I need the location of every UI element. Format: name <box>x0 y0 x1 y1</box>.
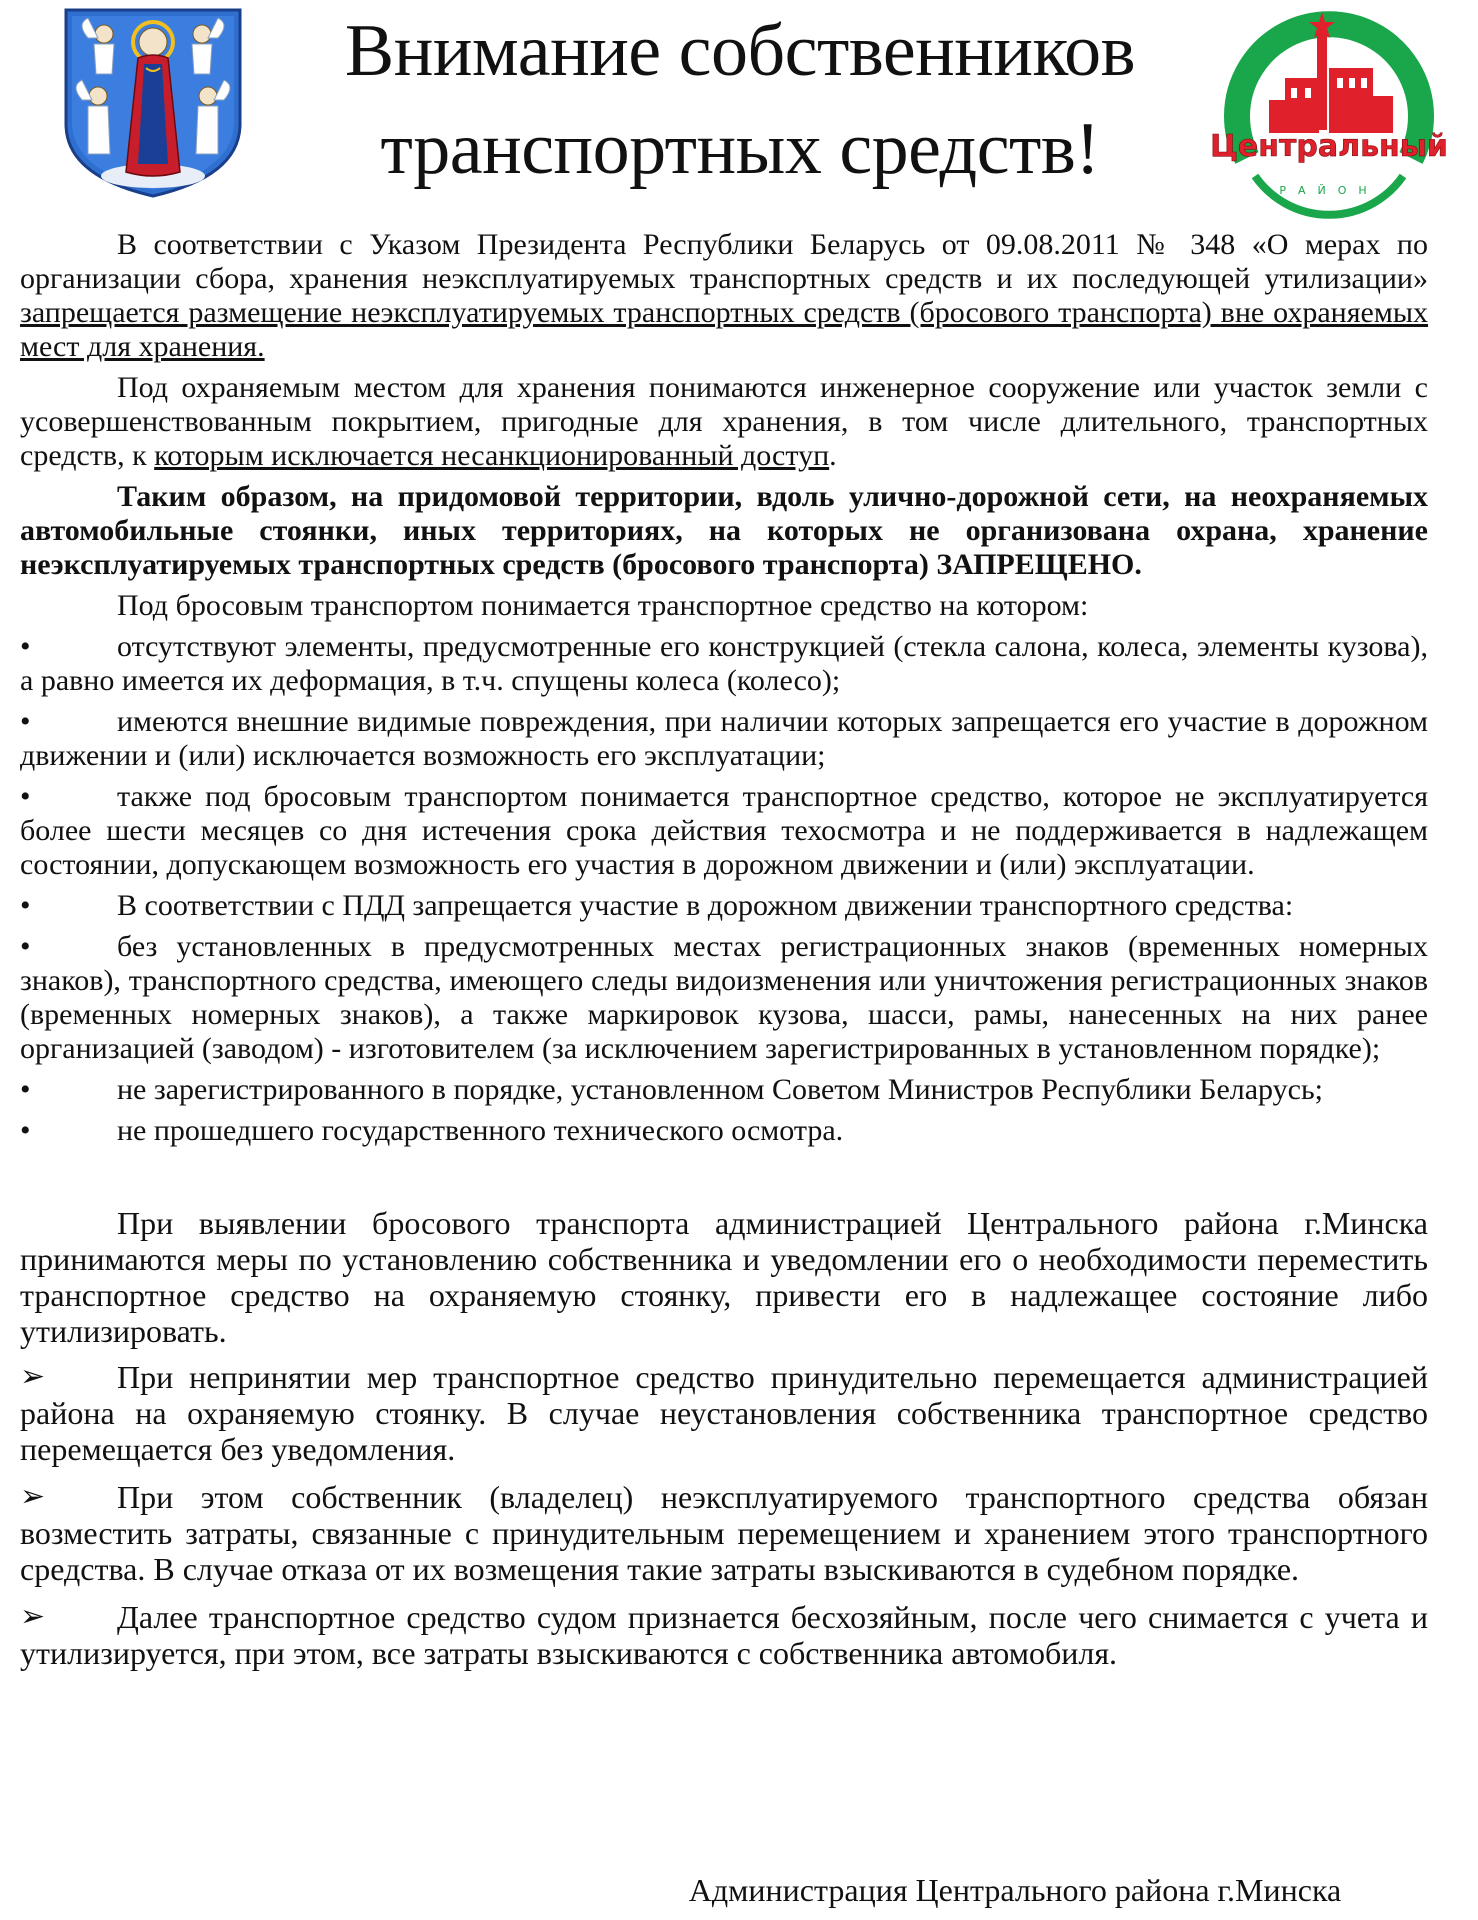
list-item-text: не зарегистрированного в порядке, установленном Советом Министров Республики Беларусь; <box>117 1073 1323 1106</box>
bullet-marker: • <box>20 930 31 963</box>
intro-paragraph-1 <box>20 228 1428 364</box>
bullet-marker: • <box>20 780 31 813</box>
list-item <box>20 889 1428 923</box>
coat-of-arms-icon <box>58 4 248 200</box>
list-item-text: В соответствии с ПДД запрещается участие в дорожном движении транспортного средства: <box>117 889 1294 922</box>
procedure-step <box>20 1599 1428 1671</box>
bullet-marker: • <box>20 889 31 922</box>
intro-p2-text: Под охраняемым местом для хранения понимаются инженерное сооружение или участок земли с усовершенствованным покрытием, пригодные для хранения, в том числе длительного, транспортных средств, к <box>20 371 1428 472</box>
list-item-text: не прошедшего государственного технического осмотра. <box>117 1114 844 1147</box>
list-item <box>20 780 1428 882</box>
list-item <box>20 930 1428 1066</box>
list-item <box>20 630 1428 698</box>
list-item-text: имеются внешние видимые повреждения, при наличии которых запрещается его участие в дорожном движении и (или) исключается возможность его эксплуатации; <box>20 705 1428 772</box>
logo-subtitle: РАЙОН <box>1279 184 1379 197</box>
list-item <box>20 705 1428 773</box>
list-item <box>20 1073 1428 1107</box>
intro-p2-underlined: которым исключается несанкционированный доступ <box>154 439 830 472</box>
logo-title: Центральный <box>1210 129 1448 164</box>
arrow-icon: ➢ <box>20 1479 46 1514</box>
title-line-1: Внимание собственников <box>344 10 1136 92</box>
list-item-text: также под бросовым транспортом понимается транспортное средство, которое не эксплуатируется более шести месяцев со дня истечения срока действия техосмотра и не поддерживается в надлежащем состоянии, допускающем возможность его участия в дорожном движении и (или) эксплуатации. <box>20 780 1428 881</box>
definition-paragraph: Под бросовым транспортом понимается транспортное средство на котором: <box>117 589 1089 622</box>
procedure-step-text: При этом собственник (владелец) неэксплуатируемого транспортного средства обязан возместить затраты, связанные с принудительным перемещением и хранением этого транспортного средства. В случае отказа от их возмещения такие затраты взыскиваются в судебном порядке. <box>20 1479 1428 1587</box>
central-district-logo <box>1210 8 1448 206</box>
intro-p1-underlined: запрещается размещение неэксплуатируемых транспортных средств (бросового транспорта) вне охраняемых мест для хранения. <box>20 296 1428 363</box>
procedure-step-text: Далее транспортное средство судом признается бесхозяйным, после чего снимается с учета и утилизируется, при этом, все затраты взыскиваются с собственника автомобиля. <box>20 1599 1428 1671</box>
list-item-text: отсутствуют элементы, предусмотренные его конструкцией (стекла салона, колеса, элементы кузова), а равно имеется их деформация, в т.ч. спущены колеса (колесо); <box>20 630 1428 697</box>
bullet-marker: • <box>20 1073 31 1106</box>
intro-p2-end: . <box>829 439 837 472</box>
header <box>0 0 1478 215</box>
bullet-marker: • <box>20 1114 31 1147</box>
spacer <box>20 1155 1428 1205</box>
bullet-marker: • <box>20 630 31 663</box>
intro-p1-text: В соответствии с Указом Президента Республики Беларусь от 09.08.2011 № 348 «О мерах по организации сбора, хранения неэксплуатируемых транспортных средств и их последующей утилизации» <box>20 228 1428 295</box>
title-line-2: транспортных средств! <box>380 108 1100 190</box>
procedure-step-text: При непринятии мер транспортное средство принудительно перемещается администрацией района на охраняемую стоянку. В случае неустановления собственника транспортное средство перемещается без уведомления. <box>20 1359 1428 1467</box>
prohibition-paragraph: Таким образом, на придомовой территории, вдоль улично-дорожной сети, на неохраняемых автомобильные стоянки, иных территориях, на которых не организована охрана, хранение неэксплуатируемых транспортных средств (бросового транспорта) ЗАПРЕЩЕНО. <box>20 480 1428 581</box>
bullet-marker: • <box>20 705 31 738</box>
intro-paragraph-2 <box>20 371 1428 473</box>
arrow-icon: ➢ <box>20 1359 46 1394</box>
notice-body <box>20 228 1428 1683</box>
arrow-icon: ➢ <box>20 1599 46 1634</box>
list-item <box>20 1114 1428 1148</box>
list-item-text: без установленных в предусмотренных местах регистрационных знаков (временных номерных знаков), транспортного средства, имеющего следы видоизменения или уничтожения регистрационных знаков (временных номерных знаков), а также маркировок кузова, шасси, рамы, нанесенных на них ранее организацией (заводом) - изготовителем (за исключением зарегистрированных в установленном порядке); <box>20 930 1428 1065</box>
signature: Администрация Центрального района г.Минска <box>688 1872 1342 1908</box>
procedure-step <box>20 1359 1428 1467</box>
procedure-paragraph: При выявлении бросового транспорта администрацией Центрального района г.Минска принимаются меры по установлению собственника и уведомлении его о необходимости переместить транспортное средство на охраняемую стоянку, привести его в надлежащее состояние либо утилизировать. <box>20 1205 1428 1349</box>
page-title <box>270 2 1210 198</box>
procedure-step <box>20 1479 1428 1587</box>
